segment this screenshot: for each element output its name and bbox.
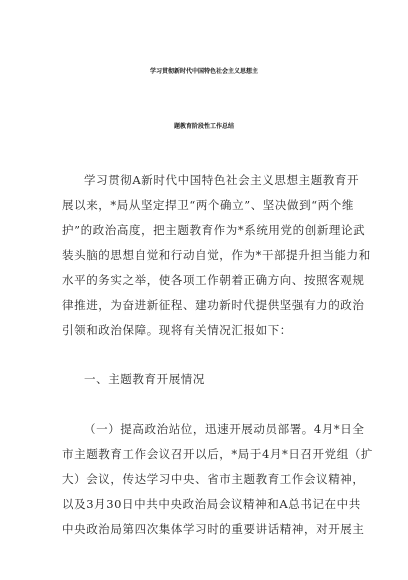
document-title-line-2: 题教育阶段性工作总结 bbox=[173, 123, 234, 130]
paragraph-2-line-5: 中央政治局第四次集体学习时的重要讲话精神，对开展主 bbox=[62, 522, 365, 536]
section-1-heading: 一、主题教育开展情况 bbox=[84, 372, 205, 386]
paragraph-1-line-5: 水平的务实之举，使各项工作朝着正确方向、按照客观规 bbox=[62, 273, 365, 287]
document-title-line-1: 学习贯彻新时代中国特色社会主义思想主 bbox=[149, 68, 258, 75]
paragraph-1-line-4: 装头脑的思想自觉和行动自觉，作为*干部提升担当能力和 bbox=[62, 248, 371, 262]
paragraph-2-line-1: （一）提高政治站位，迅速开展动员部署。4月*日全 bbox=[84, 422, 365, 436]
paragraph-2-line-4: 以及3月30日中共中央政治局会议精神和A总书记在中共 bbox=[62, 497, 361, 511]
paragraph-1-line-6: 律推进，为奋进新征程、建功新时代提供坚强有力的政治 bbox=[62, 298, 365, 312]
paragraph-2-line-2: 市主题教育工作会议召开以后，*局于4月*日召开党组（扩 bbox=[62, 447, 374, 461]
paragraph-1-line-2: 展以来，*局从坚定捍卫“两个确立”、坚决做到“两个维 bbox=[62, 198, 354, 212]
paragraph-1-line-7: 引领和政治保障。现将有关情况汇报如下： bbox=[62, 323, 292, 337]
paragraph-1-line-3: 护”的政治高度，把主题教育作为*系统用党的创新理论武 bbox=[62, 223, 366, 237]
paragraph-2-line-3: 大）会议，传达学习中央、省市主题教育工作会议精神， bbox=[62, 472, 365, 486]
paragraph-1-line-1: 学习贯彻A新时代中国特色社会主义思想主题教育开 bbox=[84, 173, 360, 187]
